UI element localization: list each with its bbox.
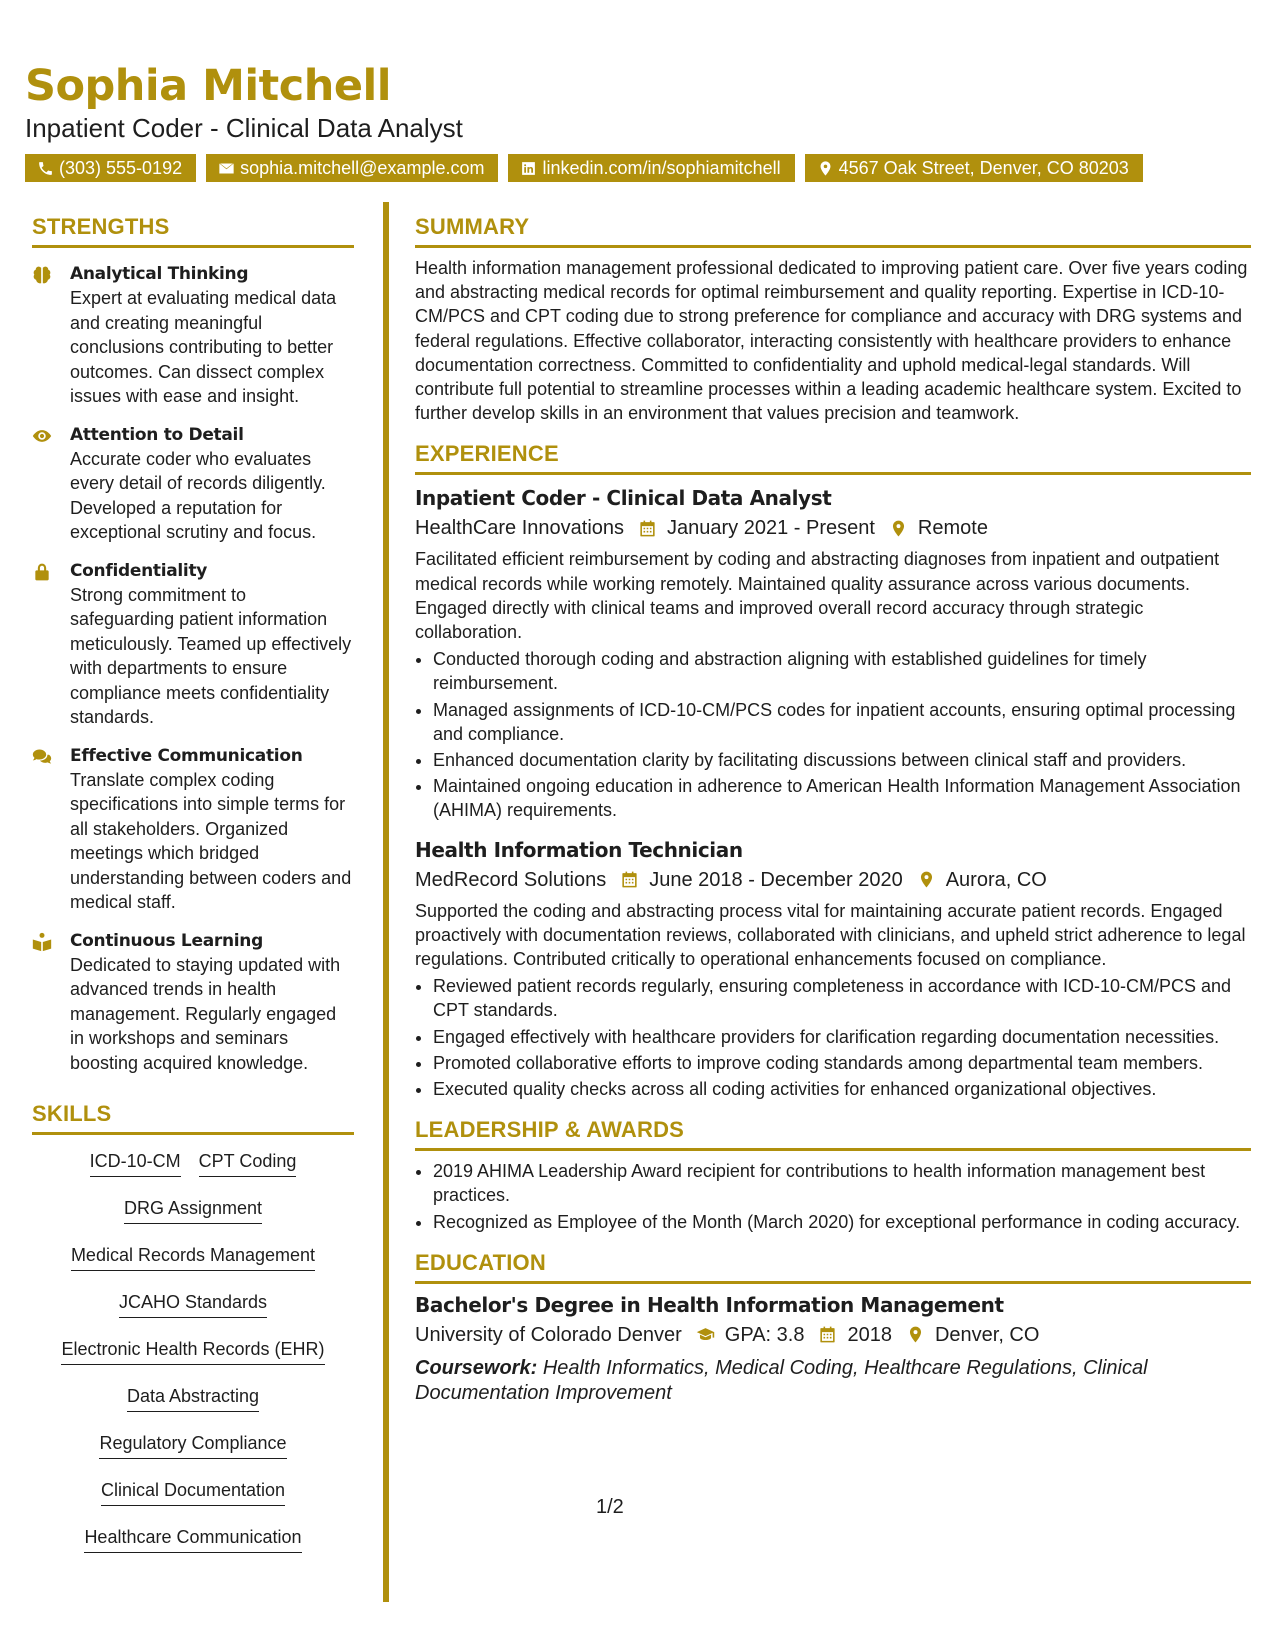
- degree-title: Bachelor's Degree in Health Information Management: [415, 1292, 1004, 1317]
- right-column: [415, 212, 1251, 1406]
- strength-description: Dedicated to staying updated with advanced trends in health management. Regularly engaged in workshops and seminars boosting acquired knowledge.: [70, 954, 341, 1073]
- job-location: Remote: [917, 517, 988, 540]
- candidate-name: Sophia Mitchell: [25, 61, 391, 111]
- envelope-icon: [218, 160, 235, 177]
- contact-address-text: 4567 Oak Street, Denver, CO 80203: [838, 158, 1129, 178]
- strength-title: Analytical Thinking: [70, 264, 249, 284]
- skill-tag: ICD-10-CM: [90, 1149, 181, 1177]
- school-location: Denver, CO: [934, 1323, 1040, 1346]
- job-location: Aurora, CO: [945, 868, 1047, 891]
- contact-linkedin[interactable]: [508, 154, 794, 182]
- job-title: Inpatient Coder - Clinical Data Analyst: [415, 486, 832, 511]
- calendar-icon: [818, 1325, 837, 1344]
- strength-item: [32, 262, 354, 409]
- contact-phone-text: (303) 555-0192: [59, 158, 183, 178]
- list-item: • Engaged effectively with healthcare providers for clarification regarding documentation necessities.: [433, 1025, 1251, 1049]
- contact-bar: [25, 154, 1255, 182]
- coursework: [415, 1356, 1251, 1406]
- contact-email[interactable]: [206, 154, 498, 182]
- strength-title: Confidentiality: [70, 560, 208, 581]
- experience-heading: EXPERIENCE: [415, 439, 1251, 475]
- school-name: University of Colorado Denver: [415, 1323, 682, 1346]
- strength-description: Strong commitment to safeguarding patient information meticulously. Teamed up effectively with departments to ensure compliance meets confidentiality standards.: [70, 584, 352, 727]
- job-dates: June 2018 - December 2020: [649, 868, 903, 891]
- job-dates: January 2021 - Present: [667, 517, 875, 540]
- job-company: HealthCare Innovations: [415, 517, 625, 540]
- map-pin-icon: [917, 870, 936, 889]
- skill-tag: Regulatory Compliance: [99, 1431, 286, 1459]
- summary-text: Health information management professional dedicated to improving patient care. Over five years coding and abstracting medical records for optimal reimbursement and quality reporting. Expertise in ICD-10-CM/PCS and CPT coding due to strong preference for compliance and accuracy with DRG systems and federal regulations. Effective collaborator, interacting consistently with healthcare providers to enhance documentation correctness. Committed to confidentiality and uphold medical-legal standards. Will contribute full potential to streamline processes within a leading academic healthcare system. Excited to further develop skills in an environment that values precision and teamwork.: [415, 258, 1248, 424]
- skill-tag: Clinical Documentation: [101, 1478, 285, 1506]
- strength-item: [32, 929, 354, 1076]
- calendar-icon: [638, 519, 657, 538]
- contact-linkedin-text: linkedin.com/in/sophiamitchell: [542, 158, 781, 178]
- skill-tag: DRG Assignment: [124, 1196, 262, 1224]
- brain-icon: [32, 265, 52, 285]
- list-item: • Recognized as Employee of the Month (March 2020) for exceptional performance in coding accuracy.: [433, 1210, 1251, 1234]
- calendar-icon: [620, 870, 639, 889]
- skills-list: [32, 1149, 354, 1572]
- coursework-text: Health Informatics, Medical Coding, Healthcare Regulations, Clinical Documentation Improvement: [415, 1356, 1148, 1404]
- graduation-year: 2018: [847, 1323, 892, 1346]
- strength-description: Accurate coder who evaluates every detail of records diligently. Developed a reputation for exceptional scrutiny and focus.: [70, 448, 326, 542]
- education-heading: EDUCATION: [415, 1248, 1251, 1284]
- job-bullets: [415, 647, 1251, 822]
- list-item: • Enhanced documentation clarity by facilitating discussions between clinical staff and providers.: [433, 748, 1251, 772]
- strength-description: Translate complex coding specifications into simple terms for all stakeholders. Organized meetings which bridged understanding between coders and medical staff.: [70, 769, 352, 912]
- column-divider: [383, 202, 389, 1602]
- job-meta: [415, 865, 1251, 895]
- contact-phone[interactable]: [25, 154, 196, 182]
- lock-icon: [32, 562, 52, 582]
- eye-icon: [32, 426, 52, 446]
- strength-item: [32, 559, 354, 730]
- skill-tag: Data Abstracting: [127, 1384, 259, 1412]
- left-column: [32, 212, 354, 1572]
- education-meta: [415, 1320, 1251, 1350]
- skill-tag: Medical Records Management: [71, 1243, 315, 1271]
- resume-header: [25, 60, 1255, 182]
- skill-tag: JCAHO Standards: [119, 1290, 267, 1318]
- strength-title: Continuous Learning: [70, 930, 263, 951]
- list-item: • Managed assignments of ICD-10-CM/PCS codes for inpatient accounts, ensuring optimal processing and compliance.: [433, 698, 1251, 746]
- gpa: GPA: 3.8: [724, 1323, 805, 1346]
- skill-tag: Healthcare Communication: [84, 1525, 301, 1553]
- list-item: • Promoted collaborative efforts to improve coding standards among departmental team members.: [433, 1051, 1251, 1075]
- job-company: MedRecord Solutions: [415, 868, 607, 891]
- map-pin-icon: [906, 1325, 925, 1344]
- map-pin-icon: [889, 519, 908, 538]
- leadership-list: [415, 1159, 1251, 1234]
- list-item: • Maintained ongoing education in adherence to American Health Information Management Association (AHIMA) requirements.: [433, 774, 1251, 822]
- job-title: Health Information Technician: [415, 837, 743, 862]
- contact-address: [805, 154, 1143, 182]
- summary-heading: SUMMARY: [415, 212, 1251, 248]
- coursework-label: Coursework:: [415, 1356, 538, 1379]
- job-meta: [415, 513, 1251, 543]
- page-number: 1/2: [596, 1496, 624, 1518]
- list-item: • Conducted thorough coding and abstraction aligning with established guidelines for timely reimbursement.: [433, 647, 1251, 695]
- job-summary: Facilitated efficient reimbursement by coding and abstracting diagnoses from inpatient and outpatient medical records while working remotely. Maintained quality assurance across various documents. Engaged directly with clinical teams and improved overall record accuracy through strategic collaboration.: [415, 549, 1220, 643]
- strength-description: Expert at evaluating medical data and creating meaningful conclusions contributing to better outcomes. Can dissect complex issues with ease and insight.: [70, 288, 337, 406]
- list-item: • Executed quality checks across all coding activities for enhanced organizational objectives.: [433, 1077, 1251, 1101]
- job-entry: [415, 483, 1251, 822]
- list-item: • 2019 AHIMA Leadership Award recipient for contributions to health information management best practices.: [433, 1159, 1251, 1207]
- job-bullets: [415, 974, 1251, 1101]
- contact-email-text: sophia.mitchell@example.com: [240, 158, 485, 178]
- strength-item: [32, 423, 354, 545]
- comments-icon: [32, 747, 52, 767]
- skill-tag: CPT Coding: [199, 1149, 297, 1177]
- linkedin-icon: [520, 160, 537, 177]
- job-entry: [415, 835, 1251, 1102]
- candidate-title: Inpatient Coder - Clinical Data Analyst: [25, 113, 463, 143]
- strength-item: [32, 744, 354, 915]
- skills-heading: SKILLS: [32, 1099, 354, 1135]
- list-item: • Reviewed patient records regularly, ensuring completeness in accordance with ICD-10-CM/PCS and CPT standards.: [433, 974, 1251, 1022]
- strength-title: Attention to Detail: [70, 424, 244, 445]
- reader-icon: [32, 932, 52, 952]
- skill-tag: Electronic Health Records (EHR): [61, 1337, 324, 1365]
- map-pin-icon: [817, 160, 834, 177]
- job-summary: Supported the coding and abstracting process vital for maintaining accurate patient records. Engaged proactively with documentation reviews, collaborated with clinicians, and upheld strict adherence to legal regulations. Contributed critically to operational enhancements focused on compliance.: [415, 900, 1246, 970]
- strengths-heading: STRENGTHS: [32, 212, 354, 248]
- graduation-cap-icon: [696, 1325, 715, 1344]
- strength-title: Effective Communication: [70, 745, 303, 766]
- leadership-heading: LEADERSHIP & AWARDS: [415, 1115, 1251, 1151]
- phone-icon: [37, 160, 54, 177]
